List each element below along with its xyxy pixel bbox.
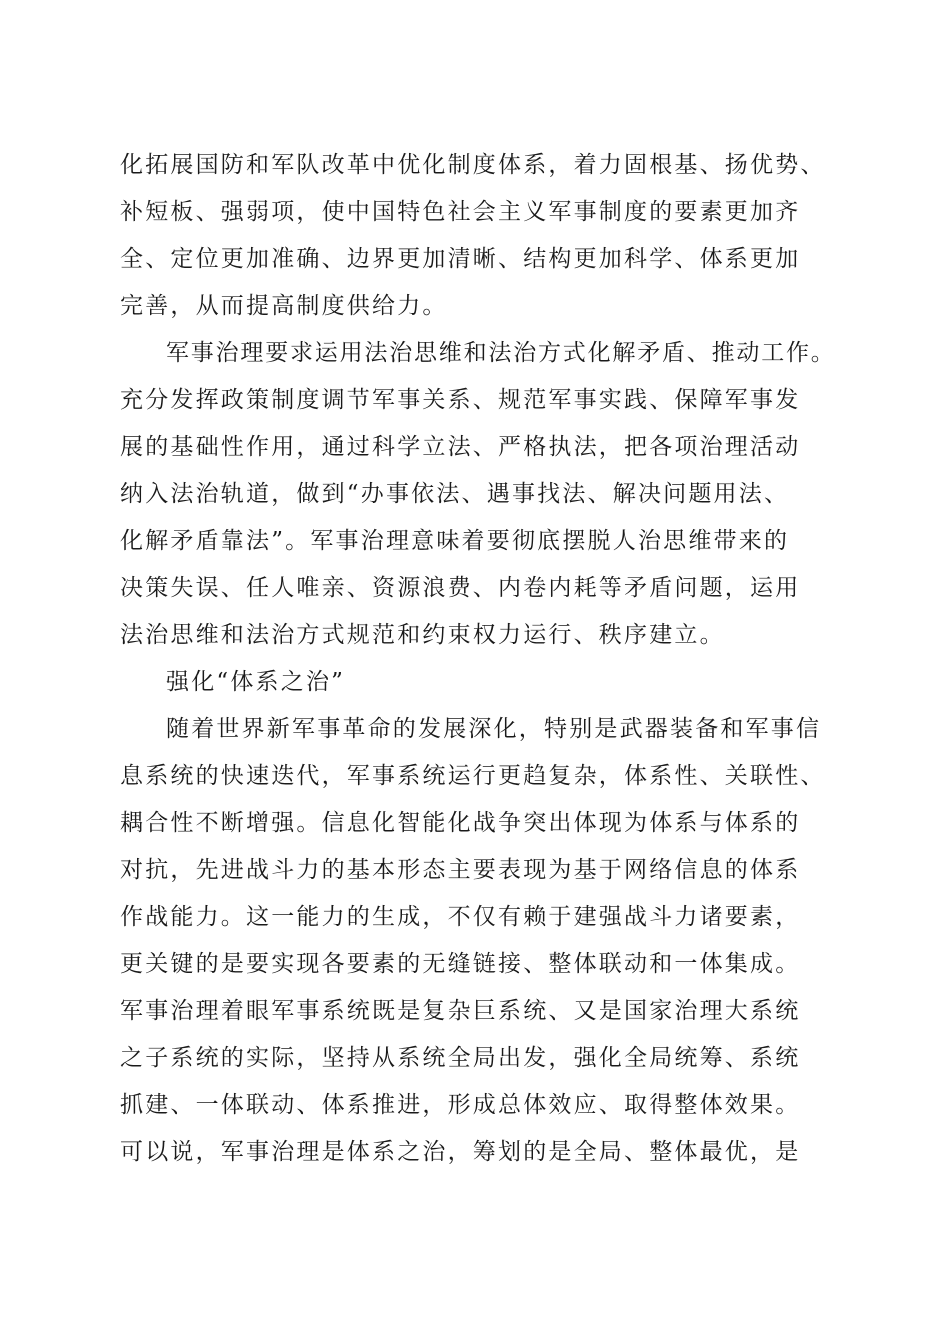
text-line: 耦合性不断增强。信息化智能化战争突出体现为体系与体系的: [120, 810, 801, 836]
text-line: 军事治理着眼军事系统既是复杂巨系统、又是国家治理大系统: [120, 998, 801, 1024]
text-line: 全、定位更加准确、边界更加清晰、结构更加科学、体系更加: [120, 246, 801, 272]
text-line: 更关键的是要实现各要素的无缝链接、整体联动和一体集成。: [120, 951, 801, 977]
text-line: 完善，从而提高制度供给力。: [120, 293, 448, 319]
text-line: 充分发挥政策制度调节军事关系、规范军事实践、保障军事发: [120, 387, 801, 413]
text-line: 之子系统的实际，坚持从系统全局出发，强化全局统筹、系统: [120, 1045, 801, 1071]
text-line: 化解矛盾靠法”。军事治理意味着要彻底摆脱人治思维带来的: [120, 528, 790, 554]
text-line: 可以说，军事治理是体系之治，筹划的是全局、整体最优，是: [120, 1139, 801, 1165]
text-line: 法治思维和法治方式规范和约束权力运行、秩序建立。: [120, 622, 725, 648]
text-line: 对抗，先进战斗力的基本形态主要表现为基于网络信息的体系: [120, 857, 801, 883]
section-heading: 强化“体系之治”: [166, 669, 346, 695]
text-line: 作战能力。这一能力的生成，不仅有赖于建强战斗力诸要素，: [120, 904, 801, 930]
text-line: 展的基础性作用，通过科学立法、严格执法，把各项治理活动: [120, 434, 801, 460]
text-line: 随着世界新军事革命的发展深化，特别是武器装备和军事信: [166, 716, 822, 742]
text-line: 军事治理要求运用法治思维和法治方式化解矛盾、推动工作。: [166, 340, 836, 366]
text-line: 抓建、一体联动、体系推进，形成总体效应、取得整体效果。: [120, 1092, 801, 1118]
body-text: [120, 142, 840, 1176]
text-line: 决策失误、任人唯亲、资源浪费、内卷内耗等矛盾问题，运用: [120, 575, 801, 601]
text-line: 补短板、强弱项，使中国特色社会主义军事制度的要素更加齐: [120, 199, 801, 225]
text-line: 息系统的快速迭代，军事系统运行更趋复杂，体系性、关联性、: [120, 763, 826, 789]
text-line: 纳入法治轨道，做到“办事依法、遇事找法、解决问题用法、: [120, 481, 790, 507]
text-line: 化拓展国防和军队改革中优化制度体系，着力固根基、扬优势、: [120, 152, 826, 178]
